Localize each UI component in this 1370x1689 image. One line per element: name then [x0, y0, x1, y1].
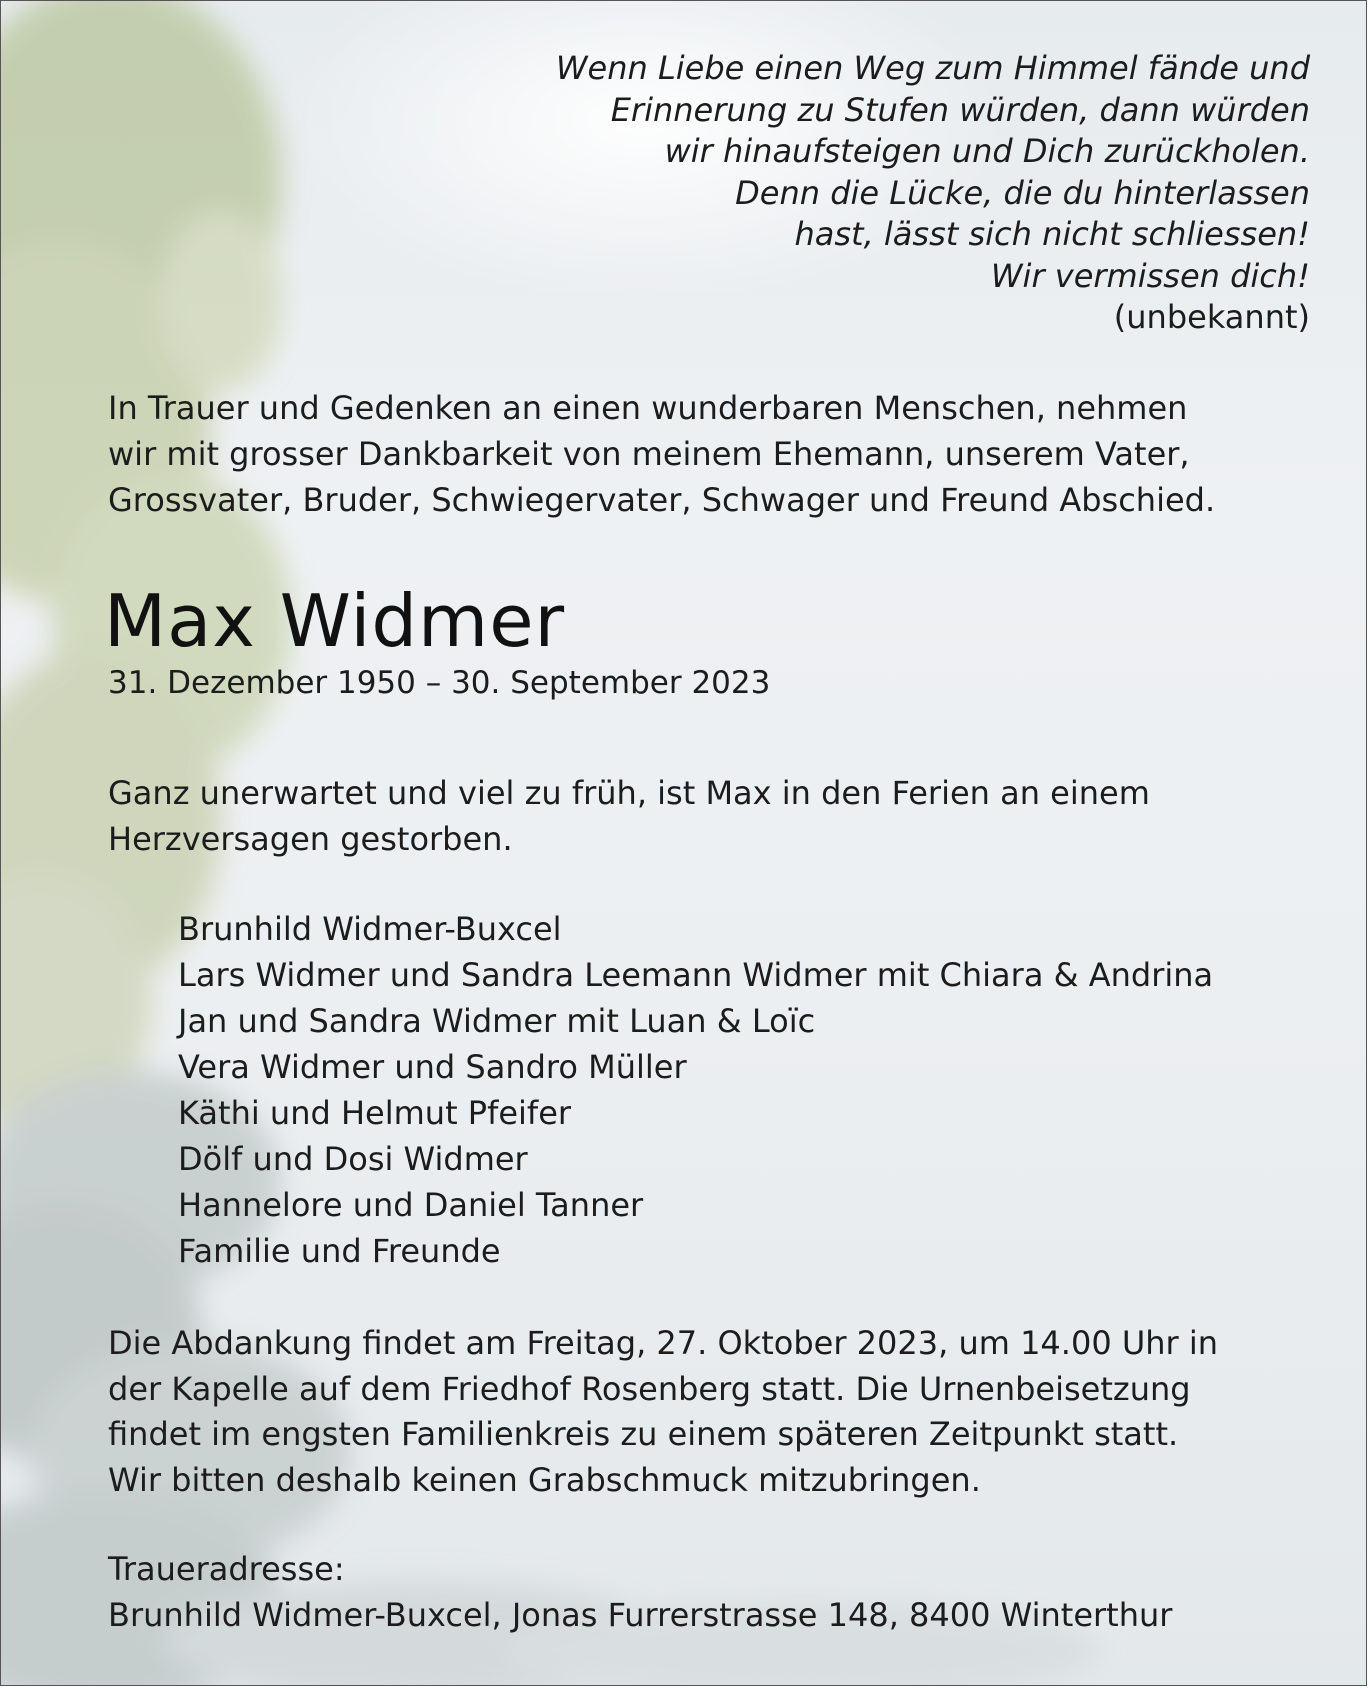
- poem-line: Wir vermissen dich!: [990, 256, 1310, 295]
- notice-line: Ganz unerwartet und viel zu früh, ist Max in den Ferien an einem: [108, 774, 1150, 812]
- ceremony-line: der Kapelle auf dem Friedhof Rosenberg statt. Die Urnenbeisetzung: [108, 1369, 1191, 1408]
- address-label: Traueradresse:: [108, 1550, 345, 1588]
- intro-line: wir mit grosser Dankbarkeit von meinem Ehemann, unserem Vater,: [108, 435, 1190, 473]
- poem-attribution: (unbekannt): [1113, 298, 1310, 336]
- mourning-address: [108, 1546, 1328, 1638]
- mourners-list: [178, 906, 1328, 1274]
- mourner-entry: Käthi und Helmut Pfeifer: [178, 1094, 572, 1132]
- poem-line: hast, lässt sich nicht schliessen!: [794, 215, 1310, 253]
- memorial-poem: [410, 48, 1310, 339]
- poem-line: wir hinaufsteigen und Dich zurückholen.: [664, 132, 1310, 170]
- deceased-name: Max Widmer: [104, 579, 566, 663]
- mourner-entry: Lars Widmer und Sandra Leemann Widmer mit Chiara & Andrina: [178, 956, 1214, 994]
- poem-line: Erinnerung zu Stufen würden, dann würden: [610, 90, 1310, 129]
- ceremony-line: Die Abdankung findet am Freitag, 27. Oktober 2023, um 14.00 Uhr in: [108, 1324, 1219, 1362]
- intro-paragraph: [108, 385, 1328, 523]
- mourner-entry: Vera Widmer und Sandro Müller: [178, 1048, 687, 1086]
- mourner-entry: Dölf und Dosi Widmer: [178, 1140, 528, 1178]
- notice-line: Herzversagen gestorben.: [108, 820, 513, 858]
- address-value: Brunhild Widmer-Buxcel, Jonas Furrerstrasse 148, 8400 Winterthur: [108, 1596, 1173, 1634]
- mourner-entry: Hannelore und Daniel Tanner: [178, 1186, 644, 1224]
- mourner-entry: Familie und Freunde: [178, 1232, 501, 1270]
- poem-line: Wenn Liebe einen Weg zum Himmel fände und: [555, 49, 1310, 87]
- ceremony-paragraph: [108, 1321, 1328, 1503]
- death-notice-paragraph: [108, 770, 1328, 862]
- ceremony-line: Wir bitten deshalb keinen Grabschmuck mitzubringen.: [108, 1460, 981, 1499]
- life-dates: 31. Dezember 1950 – 30. September 2023: [108, 665, 771, 701]
- obituary-content: [1, 1, 1367, 1686]
- intro-line: Grossvater, Bruder, Schwiegervater, Schwager und Freund Abschied.: [108, 481, 1216, 519]
- intro-line: In Trauer und Gedenken an einen wunderbaren Menschen, nehmen: [108, 389, 1188, 427]
- ceremony-line: findet im engsten Familienkreis zu einem späteren Zeitpunkt statt.: [108, 1415, 1179, 1453]
- poem-line: Denn die Lücke, die du hinterlassen: [735, 173, 1310, 212]
- mourner-entry: Brunhild Widmer-Buxcel: [178, 910, 562, 948]
- mourner-entry: Jan und Sandra Widmer mit Luan & Loïc: [178, 1002, 816, 1040]
